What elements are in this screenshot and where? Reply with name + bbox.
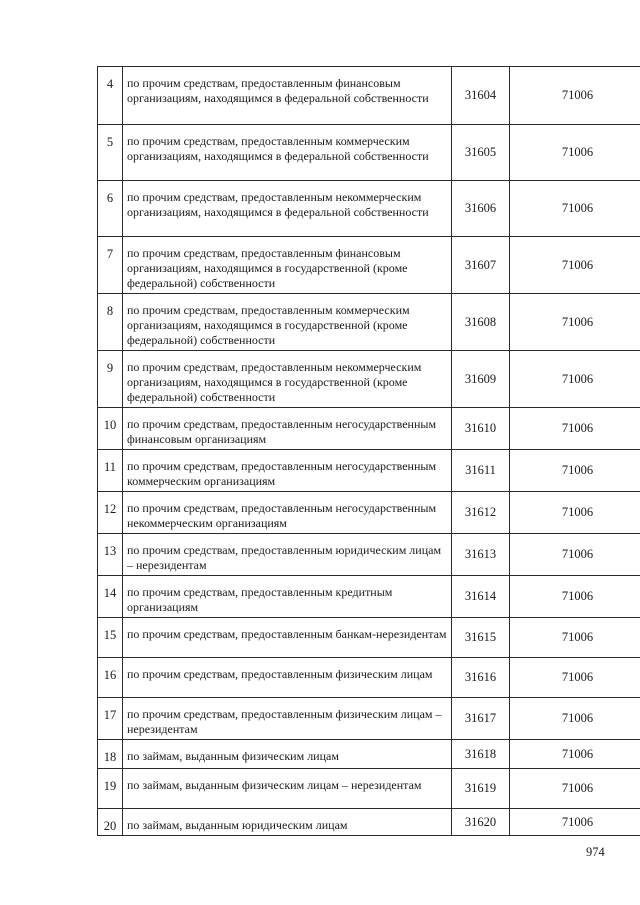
row-code: 71006 [510, 67, 640, 125]
row-account: 31608 [452, 294, 510, 351]
row-number: 12 [98, 492, 123, 534]
row-account: 31618 [452, 740, 510, 769]
row-code: 71006 [510, 740, 640, 769]
row-code: 71006 [510, 237, 640, 294]
row-code: 71006 [510, 351, 640, 408]
table-row [98, 618, 640, 658]
row-account: 31613 [452, 534, 510, 576]
row-description: по прочим средствам, предоставленным финансовым организациям, находящимся в федеральной собственности [123, 67, 452, 125]
row-code: 71006 [510, 408, 640, 450]
row-number: 11 [98, 450, 123, 492]
row-number: 18 [98, 740, 123, 769]
table-row [98, 125, 640, 181]
row-account: 31609 [452, 351, 510, 408]
row-description: по займам, выданным физическим лицам [123, 740, 452, 769]
row-description: по займам, выданным физическим лицам – нерезидентам [123, 769, 452, 809]
row-number: 9 [98, 351, 123, 408]
row-code: 71006 [510, 492, 640, 534]
row-number: 20 [98, 809, 123, 836]
row-description: по прочим средствам, предоставленным некоммерческим организациям, находящимся в федеральной собственности [123, 181, 452, 237]
row-description: по займам, выданным юридическим лицам [123, 809, 452, 836]
row-code: 71006 [510, 294, 640, 351]
row-description: по прочим средствам, предоставленным негосударственным некоммерческим организациям [123, 492, 452, 534]
row-description: по прочим средствам, предоставленным негосударственным финансовым организациям [123, 408, 452, 450]
table-row [98, 576, 640, 618]
table-row [98, 450, 640, 492]
table-row [98, 67, 640, 125]
row-number: 10 [98, 408, 123, 450]
row-number: 15 [98, 618, 123, 658]
row-description: по прочим средствам, предоставленным коммерческим организациям, находящимся в государственной (кроме федеральной) собственности [123, 294, 452, 351]
row-code: 71006 [510, 576, 640, 618]
row-account: 31612 [452, 492, 510, 534]
row-code: 71006 [510, 534, 640, 576]
row-number: 19 [98, 769, 123, 809]
row-account: 31616 [452, 658, 510, 698]
row-number: 7 [98, 237, 123, 294]
table-row [98, 658, 640, 698]
row-description: по прочим средствам, предоставленным физическим лицам – нерезидентам [123, 698, 452, 740]
table-row [98, 408, 640, 450]
row-description: по прочим средствам, предоставленным финансовым организациям, находящимся в государственной (кроме федеральной) собственности [123, 237, 452, 294]
row-code: 71006 [510, 698, 640, 740]
table-row [98, 534, 640, 576]
row-code: 71006 [510, 618, 640, 658]
row-number: 6 [98, 181, 123, 237]
row-number: 5 [98, 125, 123, 181]
table-body [98, 67, 640, 836]
table-row [98, 740, 640, 769]
row-code: 71006 [510, 181, 640, 237]
table-row [98, 237, 640, 294]
row-number: 8 [98, 294, 123, 351]
table-row [98, 492, 640, 534]
table-row [98, 351, 640, 408]
row-description: по прочим средствам, предоставленным физическим лицам [123, 658, 452, 698]
row-number: 13 [98, 534, 123, 576]
table-row [98, 809, 640, 836]
row-account: 31617 [452, 698, 510, 740]
page-number: 974 [586, 845, 605, 859]
row-description: по прочим средствам, предоставленным юридическим лицам – нерезидентам [123, 534, 452, 576]
row-description: по прочим средствам, предоставленным банкам-нерезидентам [123, 618, 452, 658]
row-code: 71006 [510, 125, 640, 181]
row-account: 31605 [452, 125, 510, 181]
table-row [98, 769, 640, 809]
row-description: по прочим средствам, предоставленным негосударственным коммерческим организациям [123, 450, 452, 492]
table-row [98, 294, 640, 351]
table-row [98, 698, 640, 740]
row-description: по прочим средствам, предоставленным кредитным организациям [123, 576, 452, 618]
row-account: 31604 [452, 67, 510, 125]
document-table [97, 66, 640, 836]
row-number: 4 [98, 67, 123, 125]
row-account: 31606 [452, 181, 510, 237]
row-account: 31614 [452, 576, 510, 618]
row-account: 31615 [452, 618, 510, 658]
row-code: 71006 [510, 769, 640, 809]
row-number: 17 [98, 698, 123, 740]
table-row [98, 181, 640, 237]
row-account: 31619 [452, 769, 510, 809]
row-number: 14 [98, 576, 123, 618]
row-account: 31607 [452, 237, 510, 294]
row-account: 31620 [452, 809, 510, 836]
row-account: 31610 [452, 408, 510, 450]
row-number: 16 [98, 658, 123, 698]
row-code: 71006 [510, 809, 640, 836]
row-code: 71006 [510, 658, 640, 698]
row-account: 31611 [452, 450, 510, 492]
row-code: 71006 [510, 450, 640, 492]
row-description: по прочим средствам, предоставленным некоммерческим организациям, находящимся в государственной (кроме федеральной) собственности [123, 351, 452, 408]
row-description: по прочим средствам, предоставленным коммерческим организациям, находящимся в федеральной собственности [123, 125, 452, 181]
